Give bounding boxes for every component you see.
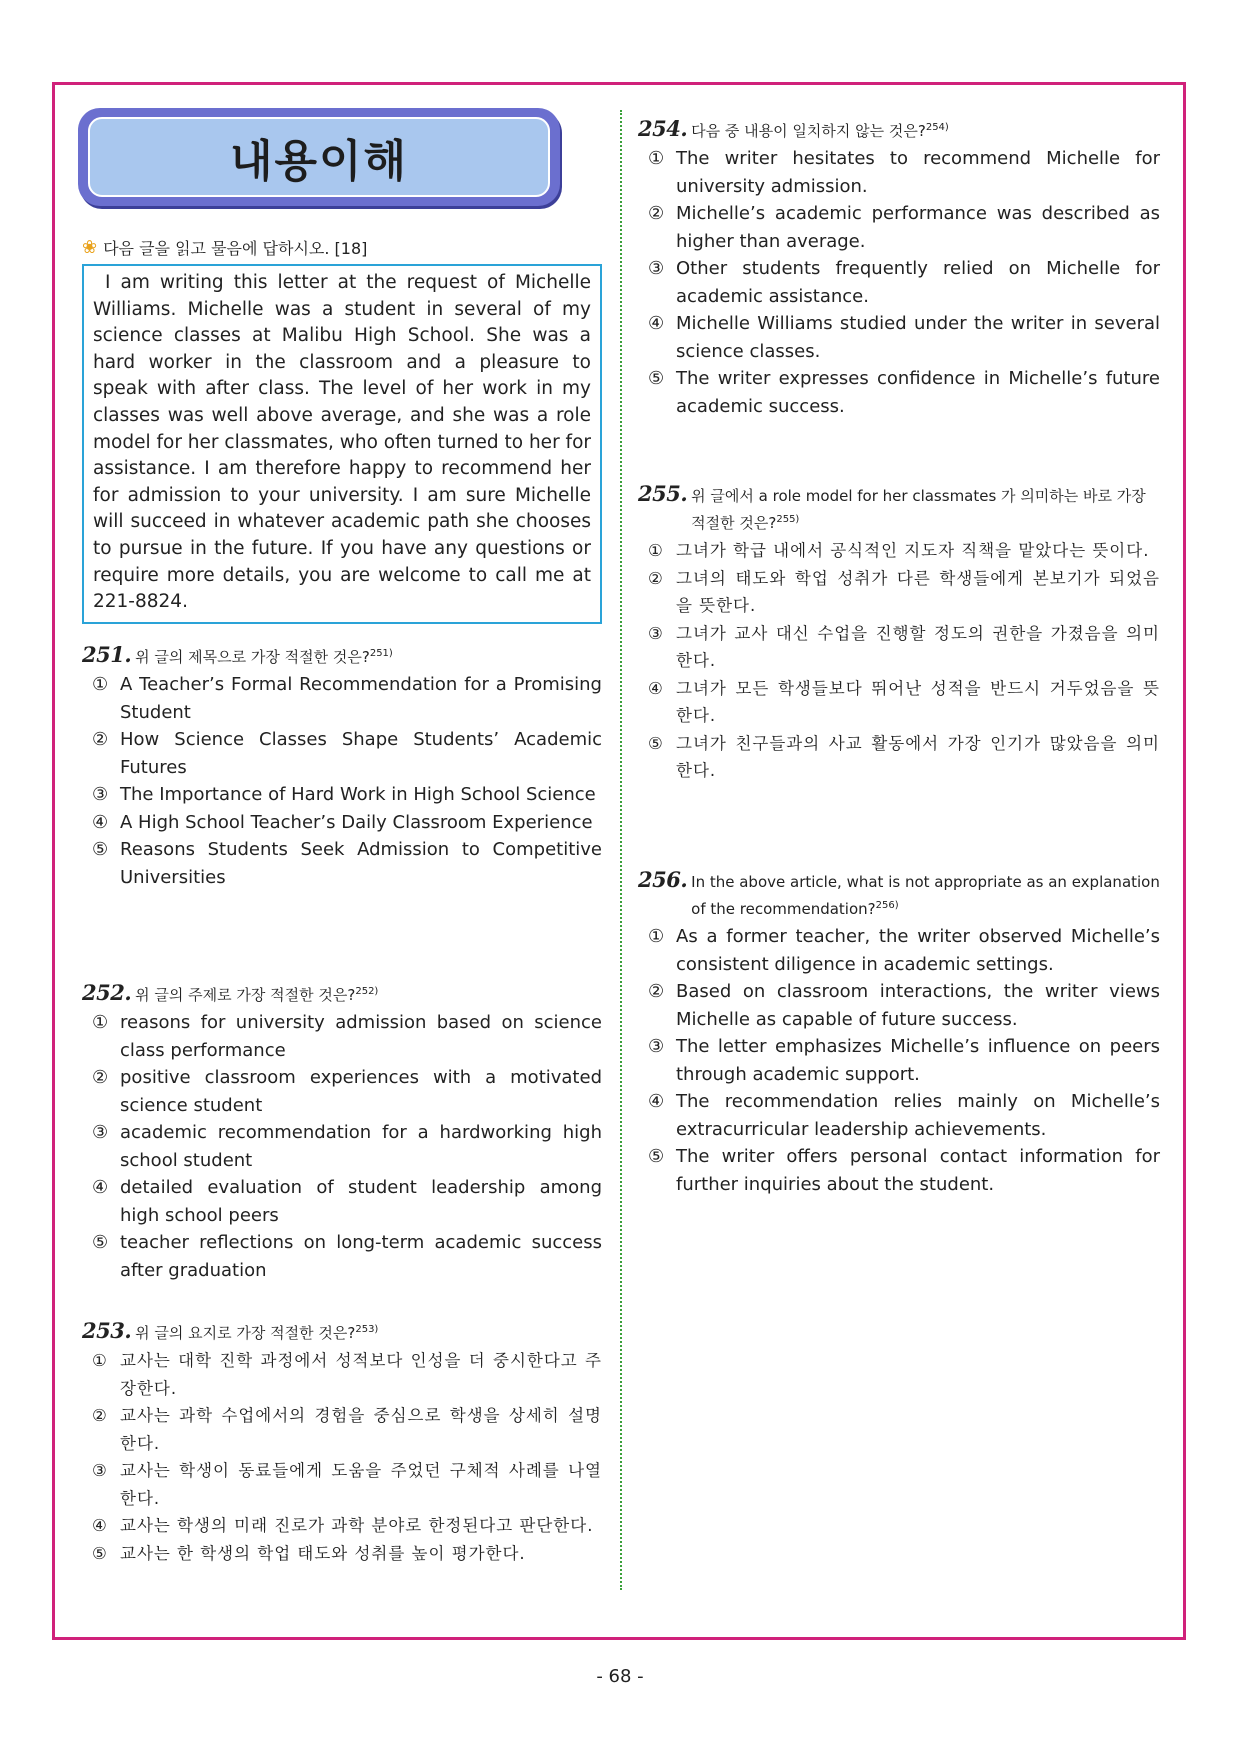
option-marker: ② <box>92 1067 109 1088</box>
option-text: 교사는 학생이 동료들에게 도움을 주었던 구체적 사례를 나열한다. <box>120 1461 602 1508</box>
question-header <box>638 116 1160 143</box>
passage-text: I am writing this letter at the request of Michelle Williams. Michelle was a student in several of my science classes at Malibu High School. She was a hard worker in the classroom and a pleasure to speak with after class. The level of her work in my classes was well above average, and she was a role model for her classmates, who often turned to her for assistance. I am therefore happy to recommend her for admission to your university. I am sure Michelle will succeed in whatever academic path she chooses to pursue in the future. If you have any questions or require more details, you are welcome to call me at 221-8824. <box>93 272 591 613</box>
question-256 <box>638 868 1160 1198</box>
option-text: The writer expresses confidence in Michelle’s future academic success. <box>676 368 1160 417</box>
reading-passage <box>82 264 602 624</box>
option-list <box>638 145 1160 420</box>
instruction <box>82 236 367 259</box>
option-text: 그녀가 모든 학생들보다 뛰어난 성적을 반드시 거두었음을 뜻한다. <box>676 678 1160 725</box>
option-marker: ② <box>648 981 665 1002</box>
page-number: - 68 - <box>596 1666 644 1687</box>
footnote-ref: 252) <box>355 986 379 997</box>
option-marker: ⑤ <box>92 839 109 860</box>
answer-option[interactable] <box>82 781 602 809</box>
flower-icon: ❀ <box>82 237 98 258</box>
answer-option[interactable] <box>82 671 602 726</box>
option-marker: ① <box>648 148 665 169</box>
footnote-ref: 254) <box>925 122 949 133</box>
question-text: 위 글의 주제로 가장 적절한 것은? <box>135 986 356 1004</box>
option-marker: ② <box>648 568 664 588</box>
option-text: 그녀가 학급 내에서 공식적인 지도자 직책을 맡았다는 뜻이다. <box>676 541 1150 560</box>
question-header <box>638 482 1160 535</box>
option-list <box>638 537 1160 785</box>
option-list <box>638 923 1160 1198</box>
answer-option[interactable] <box>82 1064 602 1119</box>
option-marker: ① <box>648 926 665 947</box>
option-list <box>82 1347 602 1567</box>
answer-option[interactable] <box>638 923 1160 978</box>
answer-option[interactable] <box>638 537 1160 565</box>
instruction-text: 다음 글을 읽고 물음에 답하시오. [18] <box>103 239 368 258</box>
option-marker: ④ <box>92 1516 108 1535</box>
question-text: 위 글에서 a role model for her classmates 가 의미하는 바로 가장 적절한 것은? <box>691 487 1146 532</box>
question-254 <box>638 116 1160 420</box>
option-marker: ③ <box>92 1461 108 1480</box>
answer-option[interactable] <box>638 310 1160 365</box>
question-255 <box>638 482 1160 785</box>
option-marker: ② <box>92 1406 108 1425</box>
option-text: The writer offers personal contact information for further inquiries about the student. <box>676 1146 1160 1195</box>
answer-option[interactable] <box>82 1457 602 1512</box>
option-marker: ① <box>648 541 664 560</box>
question-253 <box>82 1318 602 1567</box>
option-text: Other students frequently relied on Michelle for academic assistance. <box>676 258 1160 307</box>
option-marker: ⑤ <box>648 368 665 389</box>
option-text: How Science Classes Shape Students’ Academic Futures <box>120 729 602 778</box>
question-number: 251. <box>82 642 132 667</box>
option-marker: ③ <box>648 258 665 279</box>
option-text: academic recommendation for a hardworking high school student <box>120 1122 602 1171</box>
footnote-ref: 255) <box>776 514 800 525</box>
option-text: A Teacher’s Formal Recommendation for a Promising Student <box>120 674 602 723</box>
question-header <box>82 642 602 669</box>
answer-option[interactable] <box>82 1174 602 1229</box>
option-marker: ⑤ <box>648 733 664 753</box>
option-text: The letter emphasizes Michelle’s influence on peers through academic support. <box>676 1036 1160 1085</box>
option-marker: ④ <box>648 678 664 698</box>
footnote-ref: 251) <box>369 648 393 659</box>
answer-option[interactable] <box>82 1119 602 1174</box>
question-header <box>82 980 602 1007</box>
option-text: A High School Teacher’s Daily Classroom Experience <box>120 811 593 833</box>
option-text: reasons for university admission based on science class performance <box>120 1012 602 1061</box>
question-number: 254. <box>638 116 688 141</box>
option-text: positive classroom experiences with a motivated science student <box>120 1067 602 1116</box>
option-text: detailed evaluation of student leadership among high school peers <box>120 1177 602 1226</box>
question-number: 255. <box>638 481 688 506</box>
option-marker: ③ <box>92 784 109 805</box>
option-text: The recommendation relies mainly on Michelle’s extracurricular leadership achievements. <box>676 1091 1160 1140</box>
option-marker: ⑤ <box>648 1146 665 1167</box>
option-marker: ① <box>92 674 109 695</box>
option-text: The writer hesitates to recommend Michelle for university admission. <box>676 148 1160 197</box>
question-number: 253. <box>82 1318 132 1343</box>
answer-option[interactable] <box>638 1088 1160 1143</box>
answer-option[interactable] <box>82 726 602 781</box>
option-marker: ③ <box>92 1122 109 1143</box>
answer-option[interactable] <box>82 1402 602 1457</box>
answer-option[interactable] <box>638 565 1160 620</box>
option-text: Michelle’s academic performance was described as higher than average. <box>676 203 1160 252</box>
question-text: 위 글의 요지로 가장 적절한 것은? <box>135 1324 356 1342</box>
option-marker: ② <box>92 729 109 750</box>
answer-option[interactable] <box>82 1512 602 1540</box>
option-marker: ④ <box>648 313 665 334</box>
question-number: 252. <box>82 980 132 1005</box>
option-marker: ① <box>92 1012 109 1033</box>
option-marker: ⑤ <box>92 1543 108 1563</box>
option-list <box>82 671 602 891</box>
option-text: 그녀의 태도와 학업 성취가 다른 학생들에게 본보기가 되었음을 뜻한다. <box>676 568 1160 615</box>
question-text: In the above article, what is not appropriate as an explanation of the recommendation? <box>691 873 1160 918</box>
section-banner <box>78 108 560 206</box>
question-text: 다음 중 내용이 일치하지 않는 것은? <box>691 122 926 140</box>
option-text: 교사는 한 학생의 학업 태도와 성취를 높이 평가한다. <box>120 1543 526 1563</box>
section-banner-inner <box>88 117 550 197</box>
option-text: 그녀가 친구들과의 사교 활동에서 가장 인기가 많았음을 의미한다. <box>676 733 1160 780</box>
option-marker: ② <box>648 203 665 224</box>
option-marker: ③ <box>648 623 664 643</box>
answer-option[interactable] <box>638 200 1160 255</box>
question-text: 위 글의 제목으로 가장 적절한 것은? <box>135 648 370 666</box>
option-marker: ① <box>92 1351 108 1370</box>
option-text: 교사는 과학 수업에서의 경험을 중심으로 학생을 상세히 설명한다. <box>120 1406 602 1453</box>
option-marker: ④ <box>648 1091 665 1112</box>
footnote-ref: 256) <box>875 900 899 911</box>
option-text: The Importance of Hard Work in High School Science <box>120 784 596 805</box>
answer-option[interactable] <box>82 1229 602 1284</box>
answer-option[interactable] <box>638 620 1160 675</box>
option-text: 그녀가 교사 대신 수업을 진행할 정도의 권한을 가졌음을 의미한다. <box>676 623 1160 670</box>
answer-option[interactable] <box>82 1540 602 1568</box>
answer-option[interactable] <box>638 1143 1160 1198</box>
option-text: 교사는 학생의 미래 진로가 과학 분야로 한정된다고 판단한다. <box>120 1516 594 1535</box>
question-252 <box>82 980 602 1284</box>
answer-option[interactable] <box>82 809 602 837</box>
option-text: Michelle Williams studied under the writer in several science classes. <box>676 313 1160 362</box>
answer-option[interactable] <box>82 1009 602 1064</box>
answer-option[interactable] <box>82 1347 602 1402</box>
footnote-ref: 253) <box>355 1324 379 1335</box>
question-header <box>638 868 1160 921</box>
option-list <box>82 1009 602 1284</box>
option-marker: ③ <box>648 1036 665 1057</box>
answer-option[interactable] <box>638 255 1160 310</box>
section-title: 내용이해 <box>229 136 408 187</box>
answer-option[interactable] <box>638 675 1160 730</box>
answer-option[interactable] <box>638 1033 1160 1088</box>
option-marker: ⑤ <box>92 1232 109 1253</box>
answer-option[interactable] <box>638 365 1160 420</box>
question-251 <box>82 642 602 891</box>
answer-option[interactable] <box>82 836 602 891</box>
option-marker: ④ <box>92 811 109 833</box>
option-text: Based on classroom interactions, the writer views Michelle as capable of future success. <box>676 981 1160 1030</box>
question-number: 256. <box>638 867 688 892</box>
answer-option[interactable] <box>638 145 1160 200</box>
option-text: Reasons Students Seek Admission to Competitive Universities <box>120 839 602 888</box>
option-marker: ④ <box>92 1177 109 1198</box>
option-text: As a former teacher, the writer observed Michelle’s consistent diligence in academic settings. <box>676 926 1160 975</box>
answer-option[interactable] <box>638 730 1160 785</box>
answer-option[interactable] <box>638 978 1160 1033</box>
question-header <box>82 1318 602 1345</box>
column-divider <box>620 110 622 1590</box>
option-text: 교사는 대학 진학 과정에서 성적보다 인성을 더 중시한다고 주장한다. <box>120 1351 602 1398</box>
option-text: teacher reflections on long-term academic success after graduation <box>120 1232 602 1281</box>
